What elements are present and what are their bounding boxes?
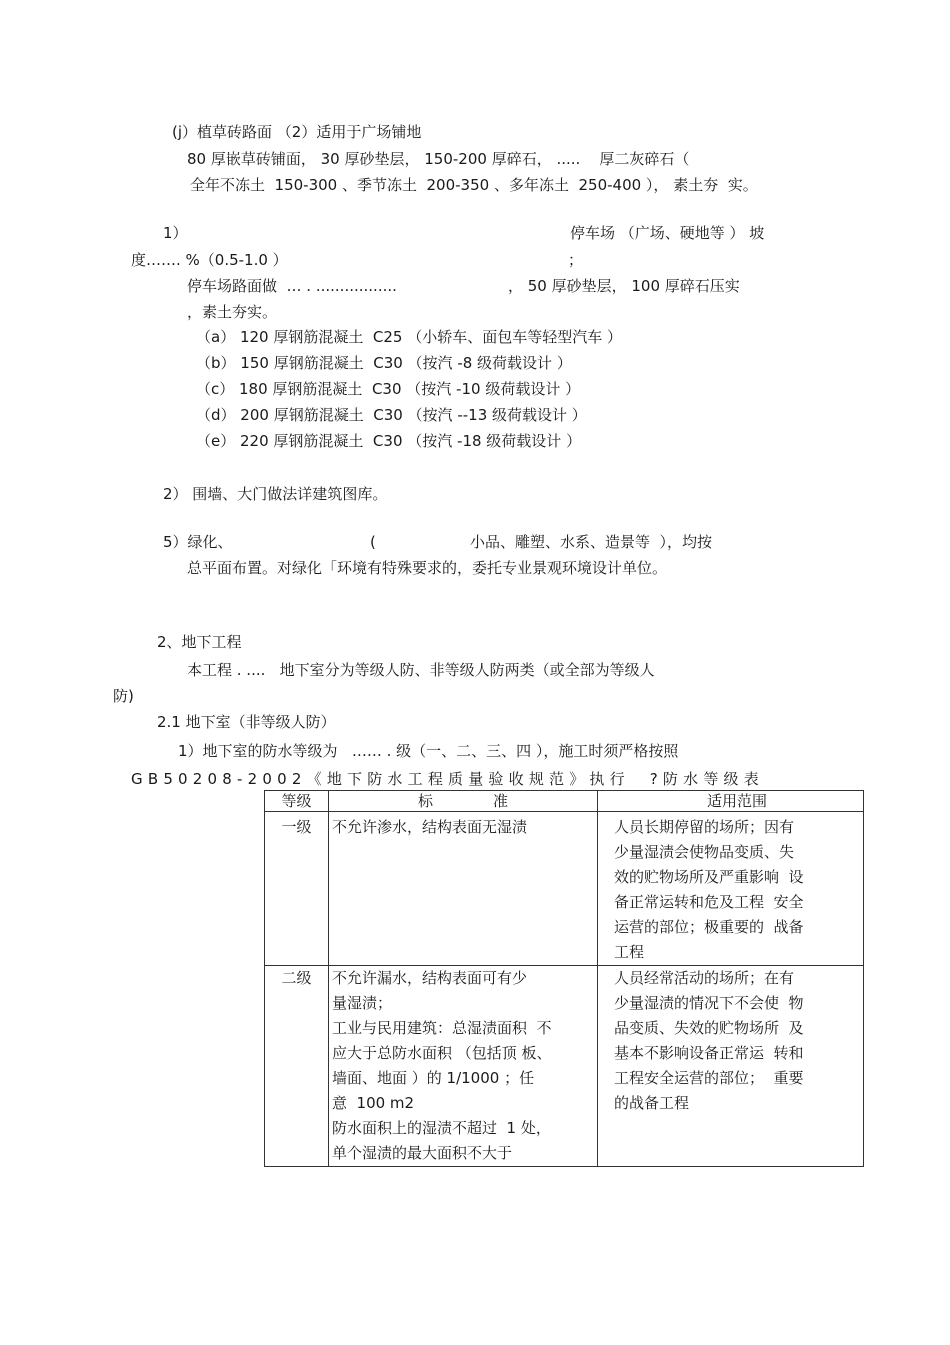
table-cell-standard: 不允许渗水，结构表面无湿渍: [329, 812, 598, 966]
greening-paren: (: [370, 533, 376, 551]
table-header-row: [265, 791, 864, 812]
table-header-standard: 标 准: [329, 791, 598, 812]
line-paving: (j）植草砖路面 （2）适用于广场铺地: [172, 123, 422, 141]
slope-range: 度……. %（0.5-1.0 ）: [131, 251, 288, 269]
table-cell-scope: 人员经常活动的场所；在有 少量湿渍的情况下不会使 物 品变质、失效的贮物场所 及 基本不影响设备正常运 转和 工程安全运营的部位； 重要 的战备工程: [598, 966, 864, 1167]
greening-layout: 总平面布置。对绿化「环境有特殊要求的，委托专业景观环境设计单位。: [187, 559, 668, 577]
wall-gate-line: 2） 围墙、大门做法详建筑图库。: [163, 485, 388, 503]
parking-road-soil: ，素土夯实。: [187, 303, 278, 321]
table-header-scope: 适用范围: [598, 791, 864, 812]
option-c: （c） 180 厚钢筋混凝土 C30 （按汽 -10 级荷载设计 ）: [196, 380, 581, 398]
underground-intro: 本工程 . .... 地下室分为等级人防、非等级人防两类（或全部为等级人: [187, 661, 655, 679]
table-row: [265, 812, 864, 966]
gb-standard-line: GB50208-2002《地下防水工程质量验收规范》执行 ?防水等级表: [131, 770, 764, 788]
table-cell-scope: 人员长期停留的场所；因有 少量湿渍会使物品变质、失 效的贮物场所及严重影响 设 备正常运转和危及工程 安全 运营的部位；极重要的 战备 工程: [598, 812, 864, 966]
table-header-grade: 等级: [265, 791, 329, 812]
greening-label: 5）绿化、: [163, 533, 233, 551]
semicolon: ；: [568, 251, 584, 269]
table-cell-grade: 一级: [265, 812, 329, 966]
item-1-number: 1）: [163, 224, 188, 242]
parking-slope-text: 停车场 （广场、硬地等 ） 坡: [570, 224, 765, 242]
line-frost: 全年不冻土 150-300 、季节冻土 200-350 、多年冻土 250-400 ）， 素土夯 实。: [190, 176, 758, 194]
parking-road-method: 停车场路面做 … . .................: [187, 277, 397, 295]
parking-road-layers: ， 50 厚砂垫层， 100 厚碎石压实: [508, 277, 740, 295]
option-e: （e） 220 厚钢筋混凝土 C30 （按汽 -18 级荷载设计 ）: [196, 432, 582, 450]
table-cell-grade: 二级: [265, 966, 329, 1167]
section-basement: 2.1 地下室（非等级人防）: [157, 713, 336, 731]
underground-intro-cont: 防): [113, 687, 134, 705]
table-row: [265, 966, 864, 1167]
option-d: （d） 200 厚钢筋混凝土 C30 （按汽 --13 级荷载设计 ）: [196, 406, 587, 424]
greening-items: 小品、雕塑、水系、造景等 ），均按: [470, 533, 713, 551]
waterproof-grade-table: [264, 790, 864, 1167]
waterproof-grade-line: 1）地下室的防水等级为 …… . 级（一、二、三、四 ），施工时须严格按照: [178, 742, 679, 760]
table-cell-standard: 不允许漏水，结构表面可有少 量湿渍； 工业与民用建筑：总湿渍面积 不 应大于总防水面积 （包括顶 板、 墙面、地面 ）的 1/1000 ；任 意 100 m2 防水面积上的湿渍不超过 1 处， 单个湿渍的最大面积不大于: [329, 966, 598, 1167]
section-underground: 2、地下工程: [157, 633, 242, 651]
option-b: （b） 150 厚钢筋混凝土 C30 （按汽 -8 级荷载设计 ）: [196, 354, 572, 372]
option-a: （a） 120 厚钢筋混凝土 C25 （小轿车、面包车等轻型汽车 ）: [196, 328, 622, 346]
line-grass-brick: 80 厚嵌草砖铺面， 30 厚砂垫层， 150-200 厚碎石， ..... 厚二灰碎石（: [187, 150, 690, 168]
